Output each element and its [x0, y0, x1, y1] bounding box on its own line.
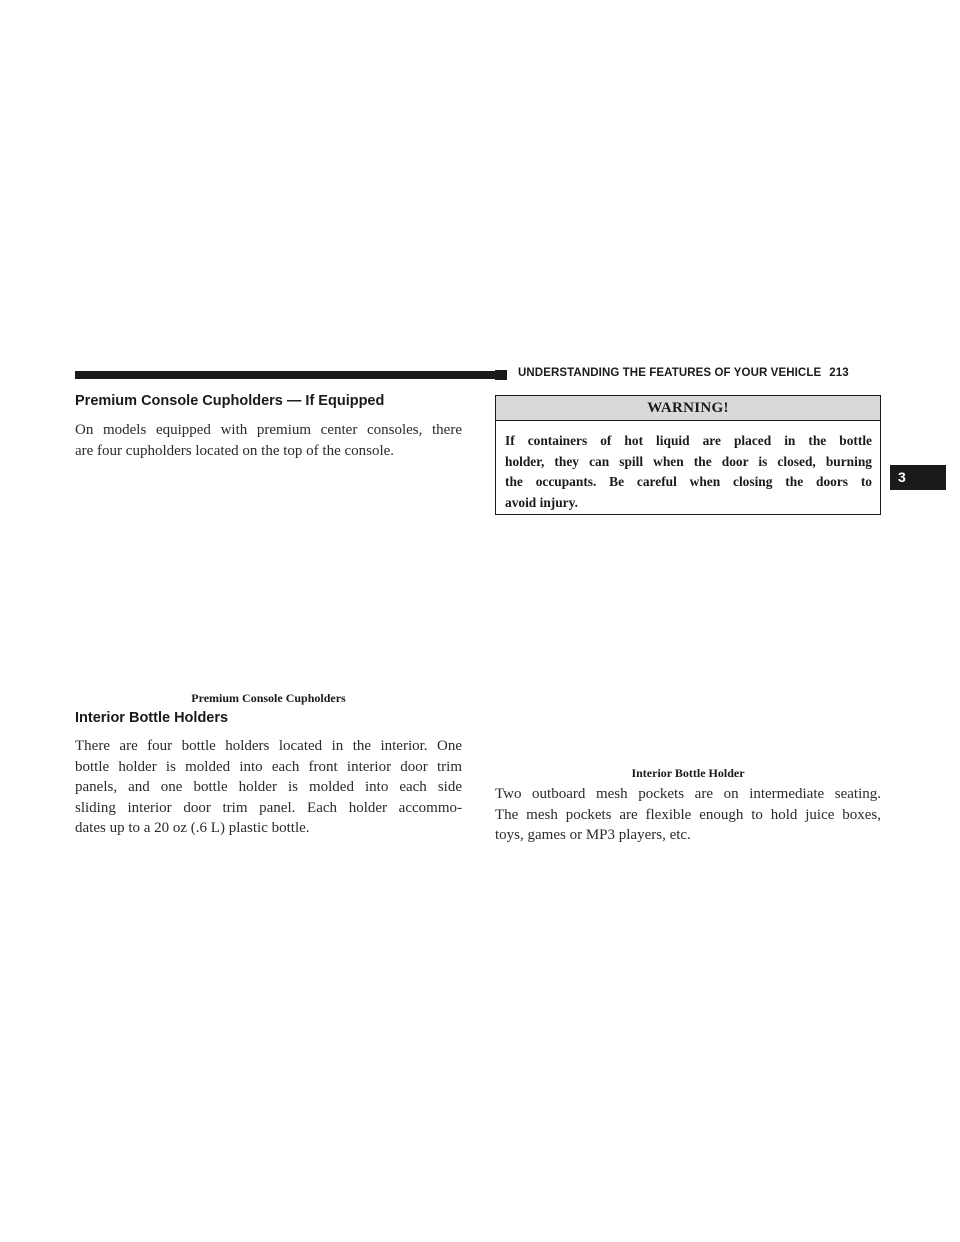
- running-header: [518, 367, 849, 379]
- text-line: The mesh pockets are flexible enough to hold juice boxes,: [495, 806, 881, 823]
- text-line: bottle holder is molded into each front interior door trim: [75, 758, 462, 775]
- warning-box: [495, 395, 881, 515]
- text-line: toys, games or MP3 players, etc.: [495, 827, 691, 843]
- figure-caption-cupholders: Premium Console Cupholders: [191, 691, 346, 705]
- header-marker: [495, 370, 507, 380]
- chapter-tab: 3: [890, 465, 946, 490]
- warning-line: If containers of hot liquid are placed in the bottle: [505, 433, 872, 448]
- text-line: dates up to a 20 oz (.6 L) plastic bottle.: [75, 820, 310, 836]
- page-number: 213: [829, 367, 849, 379]
- text-line: There are four bottle holders located in the interior. One: [75, 738, 462, 754]
- warning-text: [496, 421, 880, 513]
- warning-line: the occupants. Be careful when closing the doors to: [505, 474, 872, 489]
- paragraph-bottle-holders: [75, 736, 462, 839]
- warning-line: avoid injury.: [505, 494, 578, 510]
- heading-premium-console: Premium Console Cupholders — If Equipped: [75, 393, 385, 409]
- heading-bottle-holders: Interior Bottle Holders: [75, 710, 229, 726]
- text-line: sliding interior door trim panel. Each holder accommo-: [75, 799, 462, 816]
- text-line: panels, and one bottle holder is molded into each side: [75, 779, 462, 795]
- text-line: On models equipped with premium center consoles, there: [75, 422, 462, 438]
- warning-title: WARNING!: [496, 396, 880, 421]
- header-rule: [75, 371, 507, 379]
- text-line: Two outboard mesh pockets are on intermediate seating.: [495, 786, 881, 802]
- figure-caption-bottle-holder: Interior Bottle Holder: [631, 766, 745, 780]
- section-title: UNDERSTANDING THE FEATURES OF YOUR VEHICLE: [518, 367, 822, 379]
- paragraph-premium-console: [75, 420, 462, 461]
- paragraph-mesh-pockets: [495, 784, 881, 846]
- warning-line: holder, they can spill when the door is closed, burning: [505, 453, 872, 469]
- text-line: are four cupholders located on the top of the console.: [75, 442, 395, 459]
